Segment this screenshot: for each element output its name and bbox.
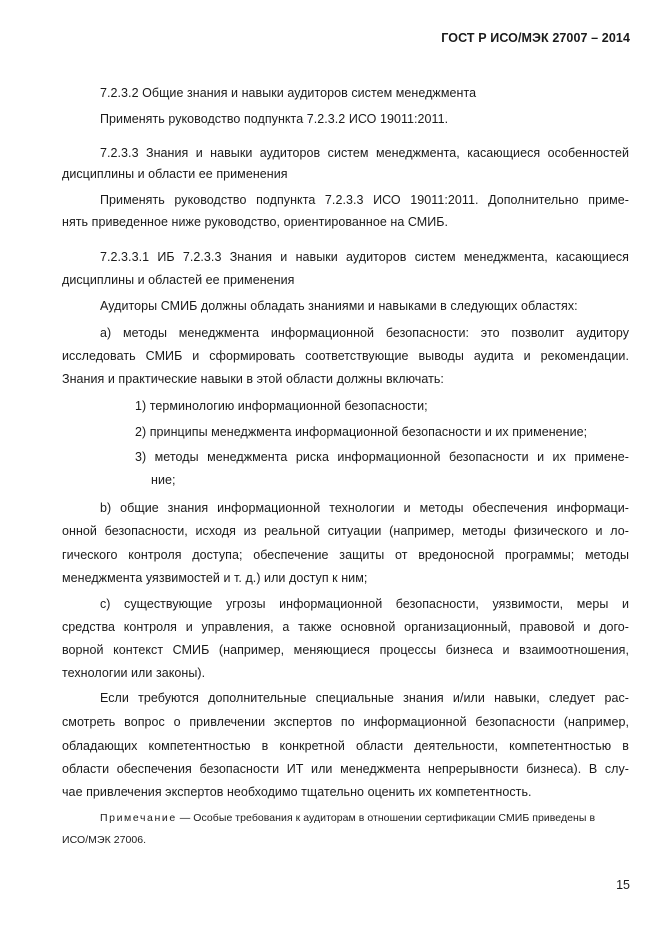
paragraph-line: Применять руководство подпункта 7.2.3.3 ИСО 19011:2011. Дополнительно приме- [100, 193, 629, 207]
list-item-c-cont: технологии или законы). [62, 666, 206, 680]
sub-list-item: 3) методы менеджмента риска информационной безопасности и их примене- [135, 450, 629, 464]
note-cont: ИСО/МЭК 27006. [62, 834, 147, 846]
list-item-a-cont: исследовать СМИБ и сформировать соответствующие выводы аудита и рекомендации. [62, 349, 629, 363]
note-label: Примечание [100, 812, 177, 824]
section-title-cont: дисциплины и области ее применения [62, 167, 288, 181]
section-title: 7.2.3.3.1 ИБ 7.2.3.3 Знания и навыки аудиторов систем менеджмента, касающиеся [100, 250, 629, 264]
list-item-c: c) существующие угрозы информационной безопасности, уязвимости, меры и [100, 597, 629, 611]
note-text: — Особые требования к аудиторам в отношении сертификации СМИБ приведены в [176, 812, 596, 824]
paragraph-line: Аудиторы СМИБ должны обладать знаниями и навыками в следующих областях: [100, 299, 578, 313]
list-item-b-cont: менеджмента уязвимостей и т. д.) или доступ к ним; [62, 571, 368, 585]
note [62, 810, 629, 826]
list-item-c-cont: ворной контекст СМИБ (например, меняющиеся процессы бизнеса и взаимоотношения, [62, 643, 629, 657]
list-item-b-cont: гического контроля доступа; обеспечение защиты от вредоносной программы; методы [62, 548, 629, 562]
sub-list-item: 1) терминологию информационной безопасности; [135, 399, 428, 413]
section-title: 7.2.3.3 Знания и навыки аудиторов систем менеджмента, касающиеся особенностей [100, 146, 629, 160]
sub-list-item-cont: ние; [151, 473, 176, 487]
paragraph-line: нять приведенное ниже руководство, ориентированное на СМИБ. [62, 215, 449, 229]
section-title-cont: дисциплины и областей ее применения [62, 273, 295, 287]
paragraph-line: смотреть вопрос о привлечении экспертов по информационной безопасности (например, [62, 715, 629, 729]
document-header: ГОСТ Р ИСО/МЭК 27007 – 2014 [441, 31, 630, 45]
list-item-b: b) общие знания информационной технологии и методы обеспечения информаци- [100, 501, 629, 515]
list-item-c-cont: средства контроля и управления, а также основной организационный, правовой и дого- [62, 620, 629, 634]
list-item-a-cont: Знания и практические навыки в этой области должны включать: [62, 372, 444, 386]
paragraph-line: Если требуются дополнительные специальные знания и/или навыки, следует рас- [100, 691, 629, 705]
paragraph-line: области обеспечения безопасности ИТ или менеджмента непрерывности бизнеса). В слу- [62, 762, 629, 776]
list-item-b-cont: онной безопасности, исходя из реальной ситуации (например, методы физического и ло- [62, 524, 629, 538]
section-title: 7.2.3.2 Общие знания и навыки аудиторов систем менеджмента [100, 86, 477, 100]
paragraph-line: Применять руководство подпункта 7.2.3.2 ИСО 19011:2011. [100, 112, 449, 126]
paragraph-line: чае привлечения экспертов необходимо тщательно оценить их компетентность. [62, 785, 532, 799]
page-number: 15 [616, 878, 630, 892]
list-item-a: а) методы менеджмента информационной безопасности: это позволит аудитору [100, 326, 629, 340]
sub-list-item: 2) принципы менеджмента информационной безопасности и их применение; [135, 425, 588, 439]
paragraph-line: обладающих компетентностью в конкретной области деятельности, компетентностью в [62, 739, 629, 753]
